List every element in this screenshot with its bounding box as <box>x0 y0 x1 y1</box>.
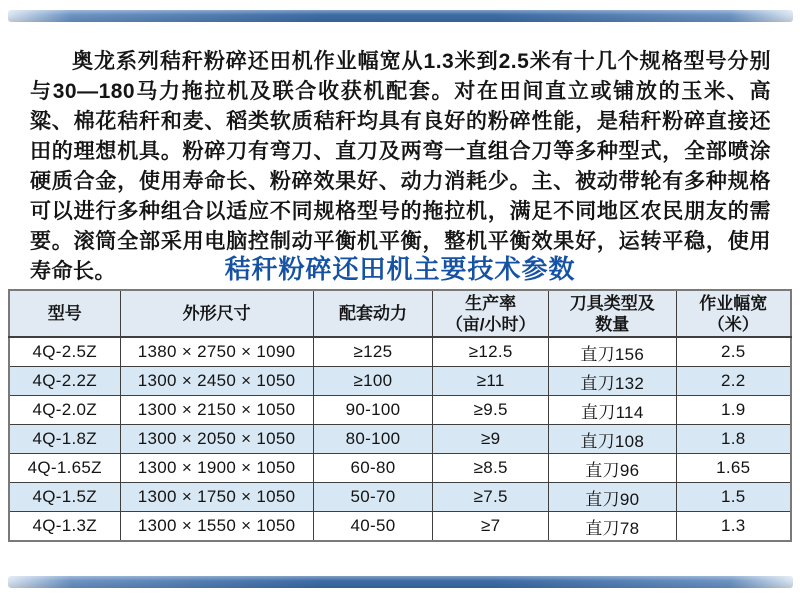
header-label-line2: （米） <box>707 314 759 334</box>
cell-model: 4Q-2.2Z <box>9 367 120 396</box>
table-row <box>9 454 791 483</box>
cell-dimensions: 1300 × 2050 × 1050 <box>120 425 313 454</box>
specs-table <box>8 289 792 542</box>
cell-dimensions: 1300 × 1550 × 1050 <box>120 512 313 542</box>
cell-blade-type-qty: 直刀90 <box>549 483 676 512</box>
cell-productivity: ≥7 <box>433 512 549 542</box>
cell-matching-power: 80-100 <box>313 425 433 454</box>
header-model <box>9 290 120 337</box>
cell-working-width: 1.5 <box>676 483 791 512</box>
cell-matching-power: 90-100 <box>313 396 433 425</box>
cell-working-width: 1.3 <box>676 512 791 542</box>
cell-matching-power: 60-80 <box>313 454 433 483</box>
header-label-line1: 生产率 <box>465 293 517 313</box>
cell-working-width: 1.9 <box>676 396 791 425</box>
table-row <box>9 337 791 367</box>
cell-blade-type-qty: 直刀96 <box>549 454 676 483</box>
header-matching-power <box>313 290 433 337</box>
table-row <box>9 396 791 425</box>
cell-productivity: ≥11 <box>433 367 549 396</box>
cell-productivity: ≥9.5 <box>433 396 549 425</box>
cell-productivity: ≥12.5 <box>433 337 549 367</box>
cell-working-width: 1.8 <box>676 425 791 454</box>
cell-working-width: 1.65 <box>676 454 791 483</box>
header-label: 型号 <box>47 304 82 323</box>
cell-matching-power: 40-50 <box>313 512 433 542</box>
table-row <box>9 367 791 396</box>
cell-working-width: 2.2 <box>676 367 791 396</box>
table-header-row <box>9 290 791 337</box>
table-row <box>9 425 791 454</box>
cell-blade-type-qty: 直刀114 <box>549 396 676 425</box>
cell-matching-power: ≥100 <box>313 367 433 396</box>
table-title: 秸秆粉碎还田机主要技术参数 <box>224 255 576 284</box>
cell-dimensions: 1300 × 2450 × 1050 <box>120 367 313 396</box>
header-working-width <box>676 290 791 337</box>
cell-blade-type-qty: 直刀108 <box>549 425 676 454</box>
cell-model: 4Q-2.5Z <box>9 337 120 367</box>
bottom-accent-bar <box>8 576 793 588</box>
cell-matching-power: 50-70 <box>313 483 433 512</box>
cell-productivity: ≥7.5 <box>433 483 549 512</box>
cell-model: 4Q-1.3Z <box>9 512 120 542</box>
table-row <box>9 483 791 512</box>
cell-dimensions: 1300 × 1900 × 1050 <box>120 454 313 483</box>
header-dimensions <box>120 290 313 337</box>
header-label-line1: 刀具类型及 <box>569 293 655 313</box>
cell-dimensions: 1300 × 1750 × 1050 <box>120 483 313 512</box>
cell-productivity: ≥9 <box>433 425 549 454</box>
cell-blade-type-qty: 直刀156 <box>549 337 676 367</box>
cell-blade-type-qty: 直刀132 <box>549 367 676 396</box>
header-label-line2: （亩/小时） <box>445 314 536 334</box>
cell-dimensions: 1300 × 2150 × 1050 <box>120 396 313 425</box>
cell-model: 4Q-1.5Z <box>9 483 120 512</box>
header-label-line2: 数量 <box>595 314 630 334</box>
cell-model: 4Q-2.0Z <box>9 396 120 425</box>
header-label: 配套动力 <box>338 304 407 323</box>
header-productivity <box>433 290 549 337</box>
header-label: 外形尺寸 <box>182 304 251 323</box>
cell-working-width: 2.5 <box>676 337 791 367</box>
cell-matching-power: ≥125 <box>313 337 433 367</box>
header-label-line1: 作业幅宽 <box>699 293 768 313</box>
cell-dimensions: 1380 × 2750 × 1090 <box>120 337 313 367</box>
table-row <box>9 512 791 542</box>
header-blade-type-qty <box>549 290 676 337</box>
intro-paragraph: 奥龙系列秸秆粉碎还田机作业幅宽从1.3米到2.5米有十几个规格型号分别与30—180马力拖拉机及联合收获机配套。对在田间直立或铺放的玉米、高粱、棉花秸秆和麦、稻类软质秸秆均具有良好的粉碎性能，是秸秆粉碎直接还田的理想机具。粉碎刀有弯刀、直刀及两弯一直组合刀等多种型式，全部喷涂硬质合金，使用寿命长、粉碎效果好、动力消耗少。主、被动带轮有多种规格可以进行多种组合以适应不同规格型号的拖拉机，满足不同地区农民朋友的需要。滚筒全部采用电脑控制动平衡机平衡，整机平衡效果好，运转平稳，使用寿命长。 <box>30 50 771 283</box>
cell-model: 4Q-1.8Z <box>9 425 120 454</box>
cell-blade-type-qty: 直刀78 <box>549 512 676 542</box>
cell-productivity: ≥8.5 <box>433 454 549 483</box>
top-accent-bar <box>8 10 793 22</box>
cell-model: 4Q-1.65Z <box>9 454 120 483</box>
